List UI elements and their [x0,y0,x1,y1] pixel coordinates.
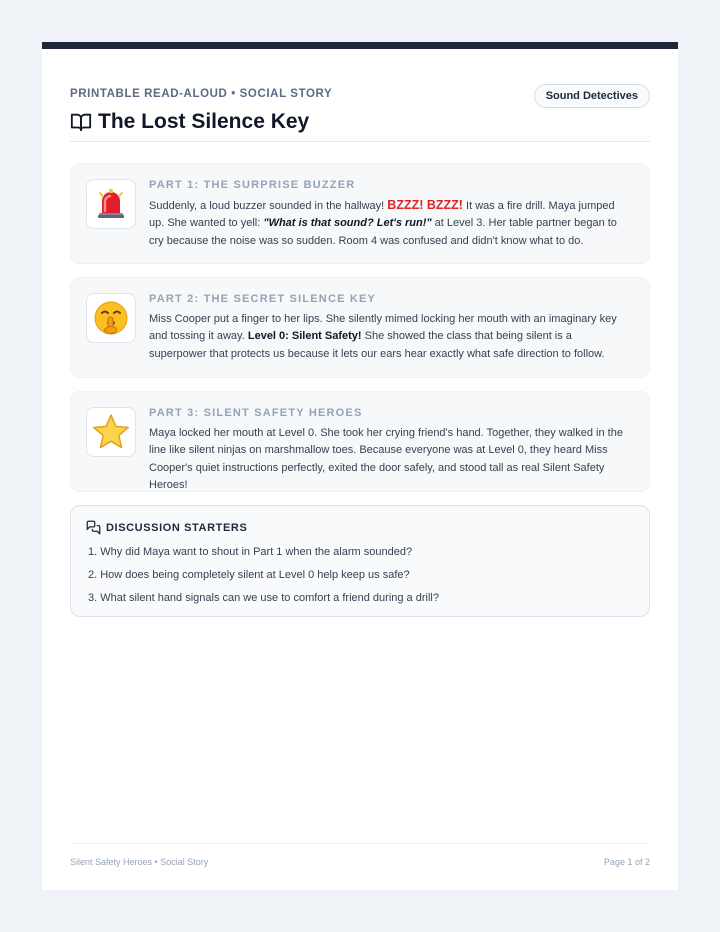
text-segment-strong: Level 0: Silent Safety! [247,330,362,343]
open-book-icon [70,111,92,133]
text-segment-normal: She showed the class that being silent is a superpower that protects us because it lets our ears hear exactly what safe direction to follow. [149,330,605,360]
text-segment-normal: Suddenly, a loud buzzer sounded in the hallway! [149,200,388,212]
star-icon [86,407,136,457]
discussion-item: 3. What silent hand signals can we use to comfort a friend during a drill? [88,592,439,604]
chat-bubbles-icon [86,520,101,535]
footer-series-label: Silent Safety Heroes • Social Story [70,857,209,867]
discussion-item: 1. Why did Maya want to shout in Part 1 when the alarm sounded? [88,546,413,558]
page-footer [70,843,650,873]
part-3-title: PART 3: SILENT SAFETY HEROES [149,407,363,419]
printable-page [42,42,678,890]
part-1-title: PART 1: THE SURPRISE BUZZER [149,179,356,191]
story-part-2 [70,277,650,378]
discussion-list [88,541,634,610]
text-segment-buzz: BZZZ! BZZZ! [387,198,463,212]
discussion-starters-box [70,505,650,617]
part-2-body [149,311,631,363]
story-part-1 [70,163,650,264]
page-title: The Lost Silence Key [98,110,310,133]
discussion-item: 2. How does being completely silent at Level 0 help keep us safe? [88,569,410,581]
page-number: Page 1 of 2 [603,857,650,867]
text-segment-normal: Miss Cooper put a finger to her lips. She silently mimed locking her mouth with an imaginary key and tossing it away. [149,313,617,343]
shushing-face-icon [86,293,136,343]
part-1-body [149,197,631,250]
text-segment-normal: Maya locked her mouth at Level 0. She took her crying friend's hand. Together, they walked in the line like silent ninjas on marshmallow toes. Because everyone was at Level 0, they heard Miss Cooper's quiet instructions perfectly, exited the door safely, and stood tall as real Silent Safety Heroes! [149,427,623,491]
text-segment-normal: It was a fire drill. Maya jumped up. She wanted to yell: [149,200,615,230]
discussion-header [86,520,247,535]
siren-icon [86,179,136,229]
discussion-title: DISCUSSION STARTERS [106,521,248,534]
part-2-title: PART 2: THE SECRET SILENCE KEY [149,293,377,305]
page-header [70,77,650,142]
eyebrow-label: PRINTABLE READ-ALOUD • SOCIAL STORY [70,88,333,100]
sound-detectives-badge: Sound Detectives [534,84,650,108]
part-3-body [149,425,631,494]
text-segment-normal: at Level 3. Her table partner began to cry because the noise was so sudden. Room 4 was confused and didn't know what to do. [149,217,617,247]
text-segment-em: "What is that sound? Let's run!" [263,217,432,230]
story-part-3 [70,391,650,492]
title-row [70,110,309,134]
